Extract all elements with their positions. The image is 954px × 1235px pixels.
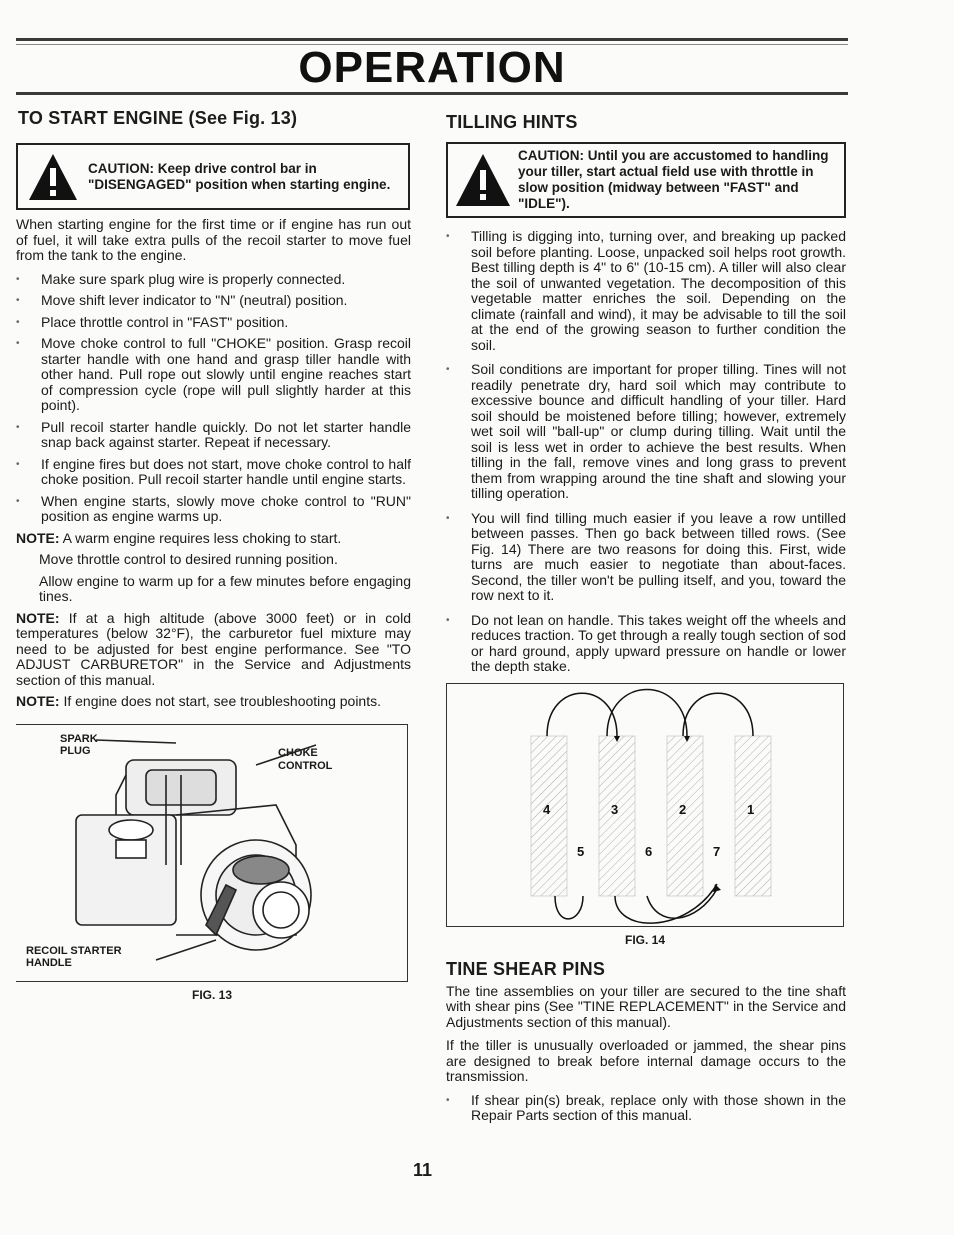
shear-paragraph-2: If the tiller is unusually overloaded or jammed, the shear pins are designed to break before internal damage occurs to the transmission. bbox=[446, 1037, 846, 1084]
header-rule-top bbox=[16, 38, 848, 41]
page-title: OPERATION bbox=[298, 43, 566, 92]
figure-13-engine bbox=[16, 724, 408, 982]
caution-box-drive-control bbox=[16, 143, 410, 210]
list-item: • Tilling is digging into, turning over, and breaking up packed soil before planting. Loose, unpacked soil helps root growth. Best tilling depth is 4" to 6" (10-15 cm). A tiller will also clear the soil of unwanted vegetation. The decomposition of this vegetable matter enriches the soil. Depending on the climate (rainfall and wind), it may be advisable to till the soil at the end of the growing season to further condition the soil. bbox=[446, 228, 846, 353]
page-number: 11 bbox=[413, 1160, 433, 1180]
label-choke-control: CHOKE CONTROL bbox=[278, 746, 333, 772]
tilling-hints-list bbox=[446, 229, 846, 675]
step-throttle: Move throttle control to desired running position. bbox=[39, 551, 338, 567]
caution-text: CAUTION: Until you are accustomed to handling your tiller, start actual field use with throttle in slow position (midway between "FAST" and "IDLE"). bbox=[518, 148, 829, 211]
gap-label: 6 bbox=[645, 843, 653, 859]
start-engine-heading: TO START ENGINE (See Fig. 13) bbox=[18, 108, 298, 128]
gap-label: 5 bbox=[577, 843, 585, 859]
caution-text: CAUTION: Keep drive control bar in "DISENGAGED" position when starting engine. bbox=[88, 160, 391, 192]
note-altitude: NOTE: If at a high altitude (above 3000 feet) or in cold temperatures (below 32°F), the carburetor fuel mixture may need to be adjusted for best engine performance. See "TO ADJUST CARBURETOR" in the Service and Adjustments section of this manual. bbox=[16, 609, 411, 688]
label-spark-plug: SPARK PLUG bbox=[60, 732, 98, 757]
row-label: 1 bbox=[747, 801, 755, 817]
figure-14-tilling-pattern bbox=[446, 683, 844, 927]
list-item: • Pull recoil starter handle quickly. Do not let starter handle snap back against starter. Repeat if necessary. bbox=[16, 418, 411, 450]
row-label: 4 bbox=[543, 801, 551, 817]
engine-illustration bbox=[56, 732, 326, 970]
row-label: 3 bbox=[611, 801, 619, 817]
figure-14-caption: FIG. 14 bbox=[624, 932, 665, 947]
shear-paragraph-1: The tine assemblies on your tiller are secured to the tine shaft with shear pins (See "TINE REPLACEMENT" in the Service and Adjustments section of this manual). bbox=[446, 982, 846, 1030]
tilling-pattern-diagram bbox=[447, 684, 842, 924]
list-item: • Move shift lever indicator to "N" (neutral) position. bbox=[16, 292, 348, 308]
list-item: • Move choke control to full "CHOKE" position. Grasp recoil starter handle with one hand and grasp tiller handle with other hand. Pull rope out slowly until engine reaches start of compression cycle (rope will pull slightly harder at this point). bbox=[16, 335, 411, 413]
list-item: • If engine fires but does not start, move choke control to half choke position. Pull recoil starter handle until engine starts. bbox=[16, 455, 411, 487]
note-troubleshooting: NOTE: If engine does not start, see troubleshooting points. bbox=[16, 693, 381, 709]
shear-list bbox=[446, 1093, 846, 1124]
start-intro: When starting engine for the first time or if engine has run out of fuel, it will take extra pulls of the recoil starter to move fuel from the tank to the engine. bbox=[16, 216, 411, 263]
label-recoil-starter-handle: RECOIL STARTER HANDLE bbox=[26, 944, 122, 969]
tilling-hints-heading: TILLING HINTS bbox=[446, 112, 578, 132]
list-item: • Do not lean on handle. This takes weight off the wheels and reduces traction. To get through a really tough section of sod or hard ground, apply upward pressure on handle or lower the depth stake. bbox=[446, 611, 846, 674]
figure-13-caption: FIG. 13 bbox=[191, 987, 232, 1002]
warning-icon bbox=[18, 152, 88, 202]
gap-label: 7 bbox=[713, 843, 721, 859]
list-item: • You will find tilling much easier if you leave a row untilled between passes. Then go back between tilled rows. (See Fig. 14) There are two reasons for doing this. First, wide turns are much easier to negotiate than about-faces. Second, the tiller won't be pulling itself, and you, toward the row next to it. bbox=[446, 509, 846, 603]
list-item: • When engine starts, slowly move choke control to "RUN" position as engine warms up. bbox=[16, 492, 411, 524]
start-steps bbox=[16, 272, 411, 525]
warning-icon bbox=[448, 152, 518, 208]
list-item: • Soil conditions are important for proper tilling. Tines will not readily penetrate dry, hard soil which may contribute to excessive bounce and difficult handling of your tiller. Hard soil should be moistened before tilling; however, extremely wet soil will "ball-up" or clump during tilling. Wait until the soil is less wet in order to achieve the best results. When tilling in the fall, remove vines and long grass to prevent them from wrapping around the tine shaft and slowing your tilling operation. bbox=[446, 361, 846, 501]
step-warm-up: Allow engine to warm up for a few minutes before engaging tines. bbox=[39, 572, 411, 604]
left-column bbox=[16, 108, 411, 1002]
header-rule-bottom bbox=[16, 92, 848, 95]
list-item: • Place throttle control in "FAST" position. bbox=[16, 313, 289, 330]
tine-shear-pins-heading: TINE SHEAR PINS bbox=[446, 958, 606, 979]
list-item: • Make sure spark plug wire is properly connected. bbox=[16, 270, 346, 287]
right-column bbox=[446, 112, 846, 1124]
list-item: • If shear pin(s) break, replace only with those shown in the Repair Parts section of this manual. bbox=[446, 1091, 846, 1123]
caution-box-throttle bbox=[446, 142, 846, 218]
note-warm-engine: NOTE: A warm engine requires less choking to start. bbox=[16, 529, 342, 546]
row-label: 2 bbox=[679, 801, 687, 817]
